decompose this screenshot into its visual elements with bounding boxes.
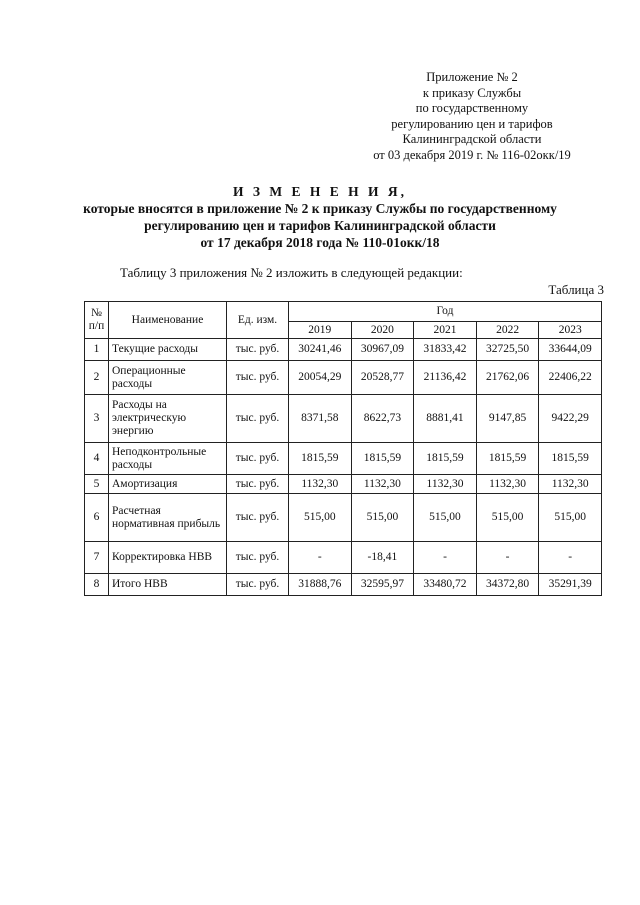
header-year: 2020 xyxy=(351,322,414,339)
appendix-header xyxy=(340,70,604,163)
cell-value: 8622,73 xyxy=(351,395,414,443)
appendix-line: по государственному xyxy=(415,101,529,115)
row-name: Амортизация xyxy=(109,475,227,494)
cell-value: 35291,39 xyxy=(539,574,602,596)
cell-value: 1815,59 xyxy=(414,443,477,475)
header-year-group: Год xyxy=(289,302,602,322)
appendix-line: от 03 декабря 2019 г. № 116-02окк/19 xyxy=(373,147,571,162)
cell-value: 515,00 xyxy=(351,494,414,542)
appendix-line: Приложение № 2 xyxy=(426,70,518,84)
cell-value: 515,00 xyxy=(289,494,352,542)
document-title xyxy=(40,183,600,251)
row-name: Расчетная нормативная прибыль xyxy=(109,494,227,542)
cell-value: 22406,22 xyxy=(539,361,602,395)
header-num: № п/п xyxy=(85,302,109,339)
cell-value: 1132,30 xyxy=(476,475,539,494)
cell-value: - xyxy=(414,542,477,574)
row-name: Итого НВВ xyxy=(109,574,227,596)
table-caption: Таблица 3 xyxy=(548,282,604,297)
row-num: 6 xyxy=(85,494,109,542)
cell-value: 31833,42 xyxy=(414,339,477,361)
row-num: 8 xyxy=(85,574,109,596)
cell-value: 9147,85 xyxy=(476,395,539,443)
cell-value: 33480,72 xyxy=(414,574,477,596)
title-line: регулированию цен и тарифов Калининградской области xyxy=(144,218,496,233)
row-num: 2 xyxy=(85,361,109,395)
row-name: Корректировка НВВ xyxy=(109,542,227,574)
table-row xyxy=(85,542,602,574)
cell-value: - xyxy=(476,542,539,574)
table-row xyxy=(85,574,602,596)
tariff-table xyxy=(84,301,602,596)
title-line: которые вносятся в приложение № 2 к приказу Службы по государственному xyxy=(83,201,557,216)
header-year: 2021 xyxy=(414,322,477,339)
row-name: Операционные расходы xyxy=(109,361,227,395)
cell-value: 31888,76 xyxy=(289,574,352,596)
cell-value: 1815,59 xyxy=(476,443,539,475)
row-num: 5 xyxy=(85,475,109,494)
cell-value: -18,41 xyxy=(351,542,414,574)
table-row xyxy=(85,475,602,494)
row-name: Расходы на электрическую энергию xyxy=(109,395,227,443)
appendix-line: регулированию цен и тарифов xyxy=(391,116,553,131)
row-unit: тыс. руб. xyxy=(227,542,289,574)
appendix-line: Калининградской области xyxy=(402,132,542,146)
cell-value: 32595,97 xyxy=(351,574,414,596)
header-year: 2022 xyxy=(476,322,539,339)
table-row xyxy=(85,361,602,395)
cell-value: 21762,06 xyxy=(476,361,539,395)
cell-value: 34372,80 xyxy=(476,574,539,596)
table-row xyxy=(85,443,602,475)
table-row xyxy=(85,494,602,542)
row-unit: тыс. руб. xyxy=(227,361,289,395)
row-num: 4 xyxy=(85,443,109,475)
cell-value: 9422,29 xyxy=(539,395,602,443)
cell-value: 515,00 xyxy=(414,494,477,542)
cell-value: 8371,58 xyxy=(289,395,352,443)
row-unit: тыс. руб. xyxy=(227,494,289,542)
cell-value: 20528,77 xyxy=(351,361,414,395)
cell-value: 20054,29 xyxy=(289,361,352,395)
cell-value: 30967,09 xyxy=(351,339,414,361)
cell-value: 1815,59 xyxy=(289,443,352,475)
cell-value: 1132,30 xyxy=(539,475,602,494)
table-row xyxy=(85,395,602,443)
cell-value: 30241,46 xyxy=(289,339,352,361)
row-unit: тыс. руб. xyxy=(227,475,289,494)
appendix-line: к приказу Службы xyxy=(422,85,522,100)
cell-value: 515,00 xyxy=(476,494,539,542)
cell-value: 33644,09 xyxy=(539,339,602,361)
header-year: 2019 xyxy=(289,322,352,339)
title-heading: И З М Е Н Е Н И Я, xyxy=(232,184,407,199)
row-num: 3 xyxy=(85,395,109,443)
header-year: 2023 xyxy=(539,322,602,339)
cell-value: - xyxy=(539,542,602,574)
cell-value: - xyxy=(289,542,352,574)
row-name: Неподконтрольные расходы xyxy=(109,443,227,475)
row-num: 1 xyxy=(85,339,109,361)
row-unit: тыс. руб. xyxy=(227,574,289,596)
cell-value: 1132,30 xyxy=(414,475,477,494)
header-name: Наименование xyxy=(109,302,227,339)
row-unit: тыс. руб. xyxy=(227,339,289,361)
cell-value: 1815,59 xyxy=(351,443,414,475)
row-num: 7 xyxy=(85,542,109,574)
row-name: Текущие расходы xyxy=(109,339,227,361)
row-unit: тыс. руб. xyxy=(227,443,289,475)
cell-value: 8881,41 xyxy=(414,395,477,443)
cell-value: 21136,42 xyxy=(414,361,477,395)
table-row xyxy=(85,339,602,361)
row-unit: тыс. руб. xyxy=(227,395,289,443)
cell-value: 515,00 xyxy=(539,494,602,542)
header-unit: Ед. изм. xyxy=(227,302,289,339)
cell-value: 32725,50 xyxy=(476,339,539,361)
intro-text: Таблицу 3 приложения № 2 изложить в следующей редакции: xyxy=(120,265,463,280)
cell-value: 1132,30 xyxy=(351,475,414,494)
cell-value: 1132,30 xyxy=(289,475,352,494)
cell-value: 1815,59 xyxy=(539,443,602,475)
title-line: от 17 декабря 2018 года № 110-01окк/18 xyxy=(200,235,440,250)
